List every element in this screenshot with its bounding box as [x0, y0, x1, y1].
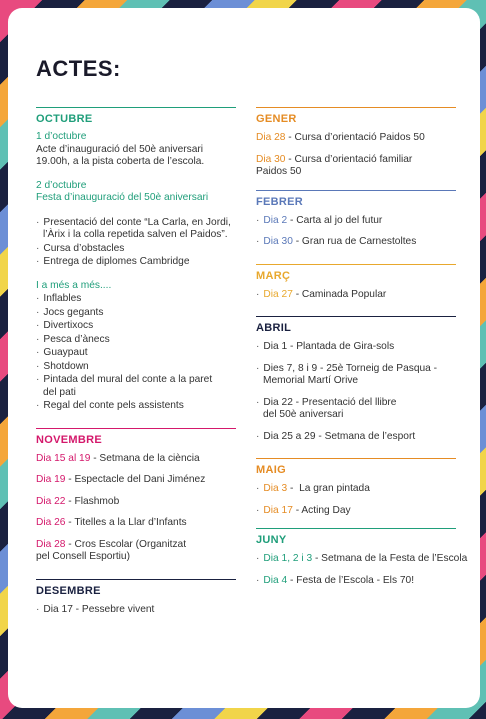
- event-text: - Espectacle del Dani Jiménez: [65, 474, 206, 485]
- octubre-list1-item: · Entrega de diplomes Cambridge: [36, 255, 236, 269]
- right-column: [256, 107, 468, 587]
- section-novembre: [36, 428, 236, 564]
- octubre-text-1b: 19.00h, a la pista coberta de l’escola.: [36, 156, 205, 167]
- page-title: ACTES:: [36, 56, 121, 81]
- abril-event-cont: Memorial Martí Orive: [263, 375, 359, 386]
- gener-event: [256, 153, 456, 167]
- marc-title: MARÇ: [256, 269, 291, 282]
- maig-rule: [256, 458, 456, 459]
- octubre-list2-item: · Shotdown: [36, 360, 236, 374]
- section-desembre: [36, 579, 236, 617]
- marc-rule: [256, 264, 456, 265]
- octubre-more-title: I a més a més....: [36, 279, 112, 291]
- event-date: Dia 4: [263, 574, 288, 586]
- abril-rule: [256, 316, 456, 317]
- event-date: Dia 3: [263, 483, 288, 494]
- novembre-title: NOVEMBRE: [36, 433, 102, 446]
- event-date: Dia 22: [36, 495, 66, 507]
- octubre-date-2: 2 d’octubre: [36, 179, 87, 191]
- event-text: - Cursa d’orientació familiar: [285, 153, 413, 165]
- octubre-date-1: 1 d’octubre: [36, 131, 87, 142]
- octubre-list1-item-cont: l’Àrix i la colla repetida salven el Paidos”.: [43, 229, 228, 240]
- desembre-event: · Dia 17 - Pessebre vivent: [36, 603, 236, 617]
- section-marc: [256, 264, 456, 302]
- event-text: - Carta al jo del futur: [287, 214, 383, 226]
- juny-title: JUNY: [256, 534, 287, 546]
- event-date: Dia 19: [36, 474, 66, 485]
- juny-event: · Dia 1, 2 i 3 - Setmana de la Festa de l’Escola: [256, 553, 468, 564]
- event-text: - La gran pintada: [287, 483, 370, 494]
- event-text: - Caminada Popular: [292, 288, 387, 300]
- marc-event: · Dia 27 - Caminada Popular: [256, 288, 387, 300]
- desembre-title: DESEMBRE: [36, 584, 101, 597]
- event-date: Dia 30: [256, 153, 286, 165]
- event-date: Dia 1, 2 i 3: [263, 553, 313, 564]
- gener-event: [256, 131, 456, 145]
- gener-event-cont: Paidos 50: [256, 166, 302, 177]
- abril-event-cont: del 50è aniversari: [263, 409, 344, 420]
- abril-title: ABRIL: [256, 322, 292, 334]
- event-text: - Cros Escolar (Organitzat: [65, 538, 187, 550]
- section-juny: [256, 528, 468, 587]
- octubre-list2-item: · Guaypaut: [36, 346, 236, 360]
- gener-rule: [256, 107, 456, 108]
- event-text: - Setmana de la Festa de l’Escola: [312, 553, 468, 564]
- desembre-rule: [36, 579, 236, 580]
- febrer-title: FEBRER: [256, 195, 304, 208]
- novembre-event-cont: pel Consell Esportiu): [36, 551, 130, 562]
- abril-event: · Dia 25 a 29 - Setmana de l’esport: [256, 430, 456, 444]
- event-date: Dia 26: [36, 517, 66, 528]
- febrer-event: · Dia 2 - Carta al jo del futur: [256, 214, 383, 226]
- abril-event: · Dia 1 - Plantada de Gira-sols: [256, 340, 456, 354]
- section-febrer: [256, 190, 456, 249]
- octubre-list2-item: · Inflables: [36, 292, 236, 306]
- novembre-event: [36, 473, 236, 487]
- novembre-rule: [36, 428, 236, 429]
- novembre-event: [36, 538, 236, 552]
- octubre-text-1a: Acte d’inauguració del 50è aniversari: [36, 143, 204, 155]
- juny-event: · Dia 4 - Festa de l’Escola - Els 70!: [256, 574, 415, 586]
- maig-event: · Dia 3 - La gran pintada: [256, 483, 370, 494]
- event-date: Dia 30: [263, 236, 293, 247]
- octubre-list2-item: · Pintada del mural del conte a la paret: [36, 373, 236, 387]
- event-date: Dia 15 al 19: [36, 452, 91, 464]
- octubre-list2-item: · Regal del conte pels assistents: [36, 399, 236, 413]
- octubre-rule: [36, 107, 236, 108]
- event-text: - Cursa d’orientació Paidos 50: [285, 132, 425, 143]
- event-text: - Flashmob: [65, 495, 120, 507]
- gener-title: GENER: [256, 113, 297, 125]
- octubre-list2-item-cont: del pati: [43, 386, 76, 398]
- abril-event: · Dia 22 - Presentació del llibre: [256, 396, 456, 410]
- novembre-event: [36, 495, 236, 509]
- event-date: Dia 2: [263, 214, 288, 226]
- octubre-list2-item: · Divertixocs: [36, 319, 236, 333]
- event-text: - Acting Day: [292, 504, 351, 516]
- left-column: [36, 107, 236, 616]
- section-octubre: [36, 107, 236, 413]
- section-gener: [256, 107, 456, 179]
- section-maig: [256, 458, 456, 517]
- octubre-list1-item: · Cursa d’obstacles: [36, 242, 236, 256]
- event-date: Dia 28: [36, 538, 66, 550]
- maig-title: MAIG: [256, 464, 286, 476]
- event-text: - Setmana de la ciència: [90, 452, 200, 464]
- event-date: Dia 17: [263, 504, 293, 516]
- event-date: Dia 27: [263, 288, 293, 300]
- section-abril: [256, 316, 456, 443]
- novembre-event: [36, 516, 236, 530]
- juny-rule: [256, 528, 456, 529]
- abril-event: · Dies 7, 8 i 9 - 25è Torneig de Pasqua -: [256, 362, 456, 376]
- febrer-rule: [256, 190, 456, 191]
- maig-event: · Dia 17 - Acting Day: [256, 504, 351, 516]
- event-text: - Gran rua de Carnestoltes: [292, 236, 417, 247]
- octubre-list2-item: · Jocs gegants: [36, 306, 236, 320]
- febrer-event: · Dia 30 - Gran rua de Carnestoltes: [256, 236, 417, 247]
- event-text: - Titelles a la Llar d’Infants: [65, 517, 187, 528]
- octubre-list2-item: · Pesca d’ànecs: [36, 333, 236, 347]
- octubre-title: OCTUBRE: [36, 113, 93, 125]
- octubre-list1-item: · Presentació del conte “La Carla, en Jordi,: [36, 216, 236, 230]
- octubre-text-2: Festa d’inauguració del 50è aniversari: [36, 192, 209, 203]
- event-text: - Festa de l’Escola - Els 70!: [287, 574, 415, 586]
- event-date: Dia 28: [256, 132, 286, 143]
- novembre-event: [36, 452, 236, 466]
